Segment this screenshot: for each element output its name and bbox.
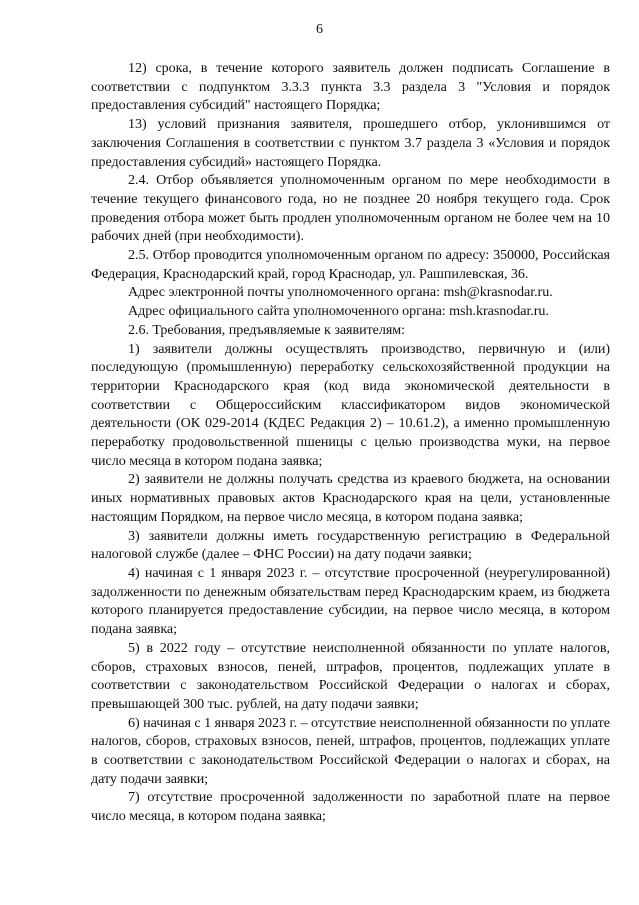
paragraph-2-4: 2.4. Отбор объявляется уполномоченным органом по мере необходимости в течение текущего финансового года, но не позднее 20 ноября текущего года. Срок проведения отбора может быть продлен уполномоченным органом не более чем на 10 рабочих дней (при необходимости). [91, 172, 610, 245]
website-address-line: Адрес официального сайта уполномоченного органа: msh.krasnodar.ru. [128, 303, 549, 320]
requirement-item-4: 4) начиная с 1 января 2023 г. – отсутствие просроченной (неурегулированной) задолженности по денежным обязательствам перед Краснодарским краем, из бюджета которого планируется предоставление субсидии, на первое число месяца, в котором подана заявка; [91, 564, 610, 638]
requirement-item-5: 5) в 2022 году – отсутствие неисполненной обязанности по уплате налогов, сборов, страховых взносов, пеней, штрафов, процентов, подлежащих уплате в соответствии с законодательством Российской Федерации о налогах и сборах, превышающей 300 тыс. рублей, на дату подачи заявки; [91, 639, 610, 712]
document-body [91, 59, 610, 826]
requirement-item-7: 7) отсутствие просроченной задолженности по заработной плате на первое число месяца, в котором подана заявка; [91, 789, 610, 825]
requirement-item-2: 2) заявители не должны получать средства из краевого бюджета, на основании иных нормативных правовых актов Краснодарского края на цели, установленные настоящим Порядком, на первое число месяца, в котором подана заявка; [91, 471, 610, 525]
paragraph-item-12: 12) срока, в течение которого заявитель должен подписать Соглашение в соответствии с подпунктом 3.3.3 пункта 3.3 раздела 3 "Условия и порядок предоставления субсидий" настоящего Порядка; [91, 60, 610, 114]
requirement-item-6: 6) начиная с 1 января 2023 г. – отсутствие неисполненной обязанности по уплате налогов, сборов, страховых взносов, пеней, штрафов, процентов, подлежащих уплате в соответствии с законодательством Российской Федерации о налогах и сборах, на дату подачи заявки; [91, 714, 610, 787]
requirement-item-3: 3) заявители должны иметь государственную регистрацию в Федеральной налоговой службе (далее – ФНС России) на дату подачи заявки; [91, 527, 610, 563]
paragraph-item-13: 13) условий признания заявителя, прошедшего отбор, уклонившимся от заключения Соглашения в соответствии с пунктом 3.7 раздела 3 «Условия и порядок предоставления субсидий» настоящего Порядка. [91, 116, 610, 170]
paragraph-2-6: 2.6. Требования, предъявляемые к заявителям: [128, 321, 406, 338]
paragraph-2-5: 2.5. Отбор проводится уполномоченным органом по адресу: 350000, Российская Федерация, Краснодарский край, город Краснодар, ул. Рашпилевская, 36. [91, 247, 610, 282]
page-number: 6 [316, 22, 323, 37]
requirement-item-1: 1) заявители должны осуществлять производство, первичную и (или) последующую (промышленную) переработку сельскохозяйственной продукции на территории Краснодарского края (код вида экономической деятельности в соответствии с Общероссийским классификатором видов экономической деятельности (ОК 029-2014 (КДЕС Редакция 2) – 10.61.2), а именно промышленную переработку продовольственной пшеницы с целью производства муки, на первое число месяца в котором подана заявка; [91, 340, 610, 469]
email-address-line: Адрес электронной почты уполномоченного органа: msh@krasnodar.ru. [128, 284, 553, 301]
